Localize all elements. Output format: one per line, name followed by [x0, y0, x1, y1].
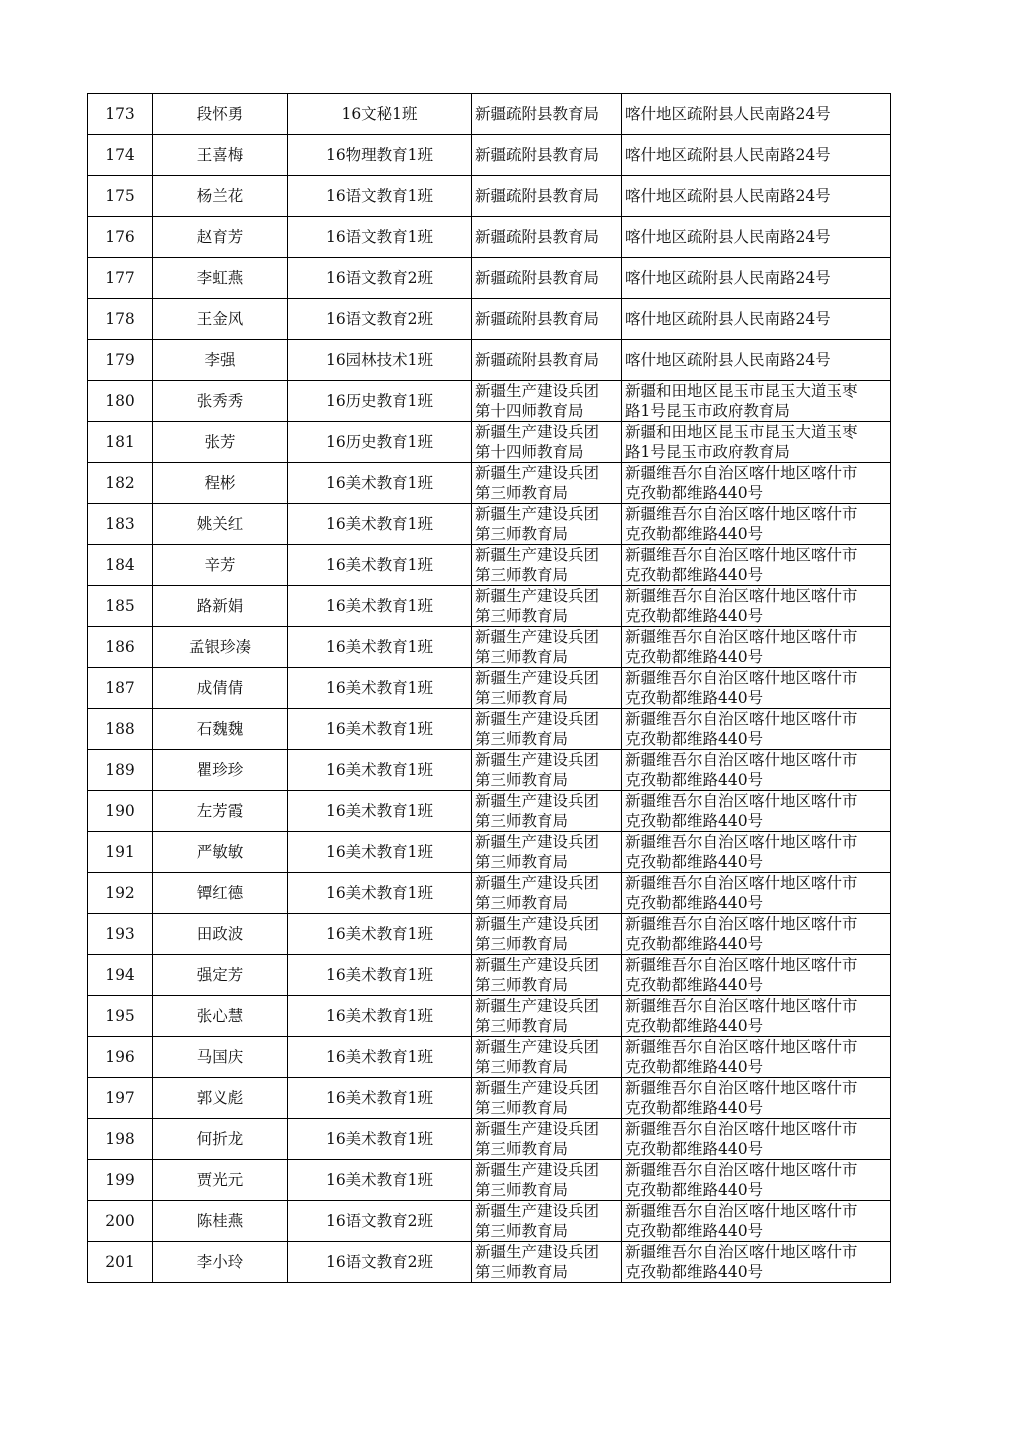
- name-cell: 陈桂燕: [153, 1201, 288, 1242]
- organization-cell: 新疆生产建设兵团 第三师教育局: [472, 996, 622, 1037]
- row-number-cell: 175: [88, 176, 153, 217]
- class-cell: 16美术教育1班: [288, 914, 472, 955]
- organization-cell: 新疆生产建设兵团 第三师教育局: [472, 1037, 622, 1078]
- address-cell: 新疆维吾尔自治区喀什地区喀什市 克孜勒都维路440号: [622, 955, 891, 996]
- organization-cell: 新疆疏附县教育局: [472, 340, 622, 381]
- class-cell: 16美术教育1班: [288, 627, 472, 668]
- table-row: [88, 545, 891, 586]
- table-row: [88, 1201, 891, 1242]
- name-cell: 贾光元: [153, 1160, 288, 1201]
- address-cell: 新疆维吾尔自治区喀什地区喀什市 克孜勒都维路440号: [622, 791, 891, 832]
- class-cell: 16语文教育2班: [288, 299, 472, 340]
- organization-cell: 新疆生产建设兵团 第三师教育局: [472, 545, 622, 586]
- class-cell: 16物理教育1班: [288, 135, 472, 176]
- class-cell: 16美术教育1班: [288, 545, 472, 586]
- table-row: [88, 1078, 891, 1119]
- address-cell: 喀什地区疏附县人民南路24号: [622, 340, 891, 381]
- organization-cell: 新疆生产建设兵团 第三师教育局: [472, 504, 622, 545]
- address-cell: 新疆维吾尔自治区喀什地区喀什市 克孜勒都维路440号: [622, 463, 891, 504]
- row-number-cell: 199: [88, 1160, 153, 1201]
- table-row: [88, 709, 891, 750]
- name-cell: 田政波: [153, 914, 288, 955]
- organization-cell: 新疆生产建设兵团 第三师教育局: [472, 914, 622, 955]
- organization-cell: 新疆疏附县教育局: [472, 299, 622, 340]
- table-row: [88, 94, 891, 135]
- address-cell: 新疆维吾尔自治区喀什地区喀什市 克孜勒都维路440号: [622, 668, 891, 709]
- class-cell: 16美术教育1班: [288, 504, 472, 545]
- row-number-cell: 178: [88, 299, 153, 340]
- organization-cell: 新疆生产建设兵团 第十四师教育局: [472, 381, 622, 422]
- roster-table: [87, 93, 891, 1283]
- class-cell: 16美术教育1班: [288, 955, 472, 996]
- row-number-cell: 188: [88, 709, 153, 750]
- address-cell: 新疆和田地区昆玉市昆玉大道玉枣 路1号昆玉市政府教育局: [622, 381, 891, 422]
- table-row: [88, 873, 891, 914]
- table-row: [88, 1160, 891, 1201]
- organization-cell: 新疆生产建设兵团 第三师教育局: [472, 586, 622, 627]
- row-number-cell: 196: [88, 1037, 153, 1078]
- address-cell: 新疆维吾尔自治区喀什地区喀什市 克孜勒都维路440号: [622, 1160, 891, 1201]
- class-cell: 16语文教育2班: [288, 1201, 472, 1242]
- row-number-cell: 180: [88, 381, 153, 422]
- class-cell: 16美术教育1班: [288, 873, 472, 914]
- class-cell: 16美术教育1班: [288, 791, 472, 832]
- address-cell: 新疆维吾尔自治区喀什地区喀什市 克孜勒都维路440号: [622, 1037, 891, 1078]
- organization-cell: 新疆生产建设兵团 第三师教育局: [472, 1119, 622, 1160]
- name-cell: 瞿珍珍: [153, 750, 288, 791]
- table-row: [88, 258, 891, 299]
- address-cell: 新疆维吾尔自治区喀什地区喀什市 克孜勒都维路440号: [622, 750, 891, 791]
- table-row: [88, 955, 891, 996]
- table-row: [88, 135, 891, 176]
- row-number-cell: 184: [88, 545, 153, 586]
- roster-table-body: [88, 94, 891, 1283]
- name-cell: 严敏敏: [153, 832, 288, 873]
- class-cell: 16美术教育1班: [288, 1160, 472, 1201]
- table-row: [88, 1119, 891, 1160]
- name-cell: 赵育芳: [153, 217, 288, 258]
- address-cell: 喀什地区疏附县人民南路24号: [622, 217, 891, 258]
- table-row: [88, 463, 891, 504]
- table-row: [88, 791, 891, 832]
- organization-cell: 新疆生产建设兵团 第三师教育局: [472, 1078, 622, 1119]
- class-cell: 16美术教育1班: [288, 1119, 472, 1160]
- name-cell: 张秀秀: [153, 381, 288, 422]
- class-cell: 16美术教育1班: [288, 1078, 472, 1119]
- row-number-cell: 195: [88, 996, 153, 1037]
- address-cell: 新疆维吾尔自治区喀什地区喀什市 克孜勒都维路440号: [622, 504, 891, 545]
- table-row: [88, 750, 891, 791]
- name-cell: 成倩倩: [153, 668, 288, 709]
- row-number-cell: 193: [88, 914, 153, 955]
- name-cell: 石魏魏: [153, 709, 288, 750]
- row-number-cell: 192: [88, 873, 153, 914]
- row-number-cell: 186: [88, 627, 153, 668]
- organization-cell: 新疆生产建设兵团 第三师教育局: [472, 627, 622, 668]
- name-cell: 张心慧: [153, 996, 288, 1037]
- class-cell: 16历史教育1班: [288, 381, 472, 422]
- row-number-cell: 177: [88, 258, 153, 299]
- address-cell: 新疆维吾尔自治区喀什地区喀什市 克孜勒都维路440号: [622, 996, 891, 1037]
- row-number-cell: 185: [88, 586, 153, 627]
- table-row: [88, 996, 891, 1037]
- name-cell: 段怀勇: [153, 94, 288, 135]
- name-cell: 镡红德: [153, 873, 288, 914]
- class-cell: 16美术教育1班: [288, 832, 472, 873]
- name-cell: 李小玲: [153, 1242, 288, 1283]
- row-number-cell: 190: [88, 791, 153, 832]
- row-number-cell: 179: [88, 340, 153, 381]
- name-cell: 强定芳: [153, 955, 288, 996]
- name-cell: 程彬: [153, 463, 288, 504]
- class-cell: 16语文教育1班: [288, 176, 472, 217]
- table-row: [88, 422, 891, 463]
- organization-cell: 新疆疏附县教育局: [472, 176, 622, 217]
- class-cell: 16美术教育1班: [288, 668, 472, 709]
- name-cell: 何折龙: [153, 1119, 288, 1160]
- organization-cell: 新疆生产建设兵团 第三师教育局: [472, 709, 622, 750]
- address-cell: 新疆维吾尔自治区喀什地区喀什市 克孜勒都维路440号: [622, 873, 891, 914]
- row-number-cell: 198: [88, 1119, 153, 1160]
- address-cell: 新疆维吾尔自治区喀什地区喀什市 克孜勒都维路440号: [622, 1242, 891, 1283]
- address-cell: 喀什地区疏附县人民南路24号: [622, 299, 891, 340]
- organization-cell: 新疆生产建设兵团 第三师教育局: [472, 1242, 622, 1283]
- row-number-cell: 182: [88, 463, 153, 504]
- organization-cell: 新疆生产建设兵团 第三师教育局: [472, 1201, 622, 1242]
- row-number-cell: 187: [88, 668, 153, 709]
- row-number-cell: 176: [88, 217, 153, 258]
- table-row: [88, 504, 891, 545]
- table-row: [88, 1037, 891, 1078]
- organization-cell: 新疆生产建设兵团 第三师教育局: [472, 463, 622, 504]
- address-cell: 新疆维吾尔自治区喀什地区喀什市 克孜勒都维路440号: [622, 586, 891, 627]
- row-number-cell: 201: [88, 1242, 153, 1283]
- table-row: [88, 176, 891, 217]
- class-cell: 16园林技术1班: [288, 340, 472, 381]
- address-cell: 喀什地区疏附县人民南路24号: [622, 258, 891, 299]
- address-cell: 新疆维吾尔自治区喀什地区喀什市 克孜勒都维路440号: [622, 1119, 891, 1160]
- organization-cell: 新疆生产建设兵团 第十四师教育局: [472, 422, 622, 463]
- row-number-cell: 194: [88, 955, 153, 996]
- table-row: [88, 217, 891, 258]
- address-cell: 喀什地区疏附县人民南路24号: [622, 135, 891, 176]
- row-number-cell: 181: [88, 422, 153, 463]
- row-number-cell: 189: [88, 750, 153, 791]
- row-number-cell: 191: [88, 832, 153, 873]
- organization-cell: 新疆疏附县教育局: [472, 135, 622, 176]
- organization-cell: 新疆生产建设兵团 第三师教育局: [472, 832, 622, 873]
- table-row: [88, 299, 891, 340]
- name-cell: 孟银珍凑: [153, 627, 288, 668]
- name-cell: 王喜梅: [153, 135, 288, 176]
- class-cell: 16语文教育2班: [288, 258, 472, 299]
- organization-cell: 新疆生产建设兵团 第三师教育局: [472, 955, 622, 996]
- class-cell: 16美术教育1班: [288, 750, 472, 791]
- table-row: [88, 586, 891, 627]
- name-cell: 李虹燕: [153, 258, 288, 299]
- row-number-cell: 183: [88, 504, 153, 545]
- organization-cell: 新疆生产建设兵团 第三师教育局: [472, 668, 622, 709]
- name-cell: 郭义彪: [153, 1078, 288, 1119]
- address-cell: 新疆维吾尔自治区喀什地区喀什市 克孜勒都维路440号: [622, 545, 891, 586]
- row-number-cell: 197: [88, 1078, 153, 1119]
- row-number-cell: 173: [88, 94, 153, 135]
- table-row: [88, 627, 891, 668]
- class-cell: 16美术教育1班: [288, 586, 472, 627]
- organization-cell: 新疆疏附县教育局: [472, 258, 622, 299]
- name-cell: 辛芳: [153, 545, 288, 586]
- name-cell: 姚关红: [153, 504, 288, 545]
- table-row: [88, 1242, 891, 1283]
- class-cell: 16美术教育1班: [288, 996, 472, 1037]
- organization-cell: 新疆生产建设兵团 第三师教育局: [472, 750, 622, 791]
- class-cell: 16历史教育1班: [288, 422, 472, 463]
- table-row: [88, 914, 891, 955]
- name-cell: 王金风: [153, 299, 288, 340]
- address-cell: 新疆维吾尔自治区喀什地区喀什市 克孜勒都维路440号: [622, 914, 891, 955]
- class-cell: 16文秘1班: [288, 94, 472, 135]
- name-cell: 李强: [153, 340, 288, 381]
- address-cell: 新疆维吾尔自治区喀什地区喀什市 克孜勒都维路440号: [622, 709, 891, 750]
- address-cell: 新疆维吾尔自治区喀什地区喀什市 克孜勒都维路440号: [622, 627, 891, 668]
- table-row: [88, 381, 891, 422]
- row-number-cell: 200: [88, 1201, 153, 1242]
- organization-cell: 新疆疏附县教育局: [472, 217, 622, 258]
- name-cell: 左芳霞: [153, 791, 288, 832]
- class-cell: 16语文教育2班: [288, 1242, 472, 1283]
- organization-cell: 新疆生产建设兵团 第三师教育局: [472, 791, 622, 832]
- organization-cell: 新疆生产建设兵团 第三师教育局: [472, 1160, 622, 1201]
- class-cell: 16美术教育1班: [288, 1037, 472, 1078]
- organization-cell: 新疆疏附县教育局: [472, 94, 622, 135]
- class-cell: 16美术教育1班: [288, 463, 472, 504]
- address-cell: 新疆维吾尔自治区喀什地区喀什市 克孜勒都维路440号: [622, 1201, 891, 1242]
- name-cell: 张芳: [153, 422, 288, 463]
- address-cell: 喀什地区疏附县人民南路24号: [622, 94, 891, 135]
- address-cell: 喀什地区疏附县人民南路24号: [622, 176, 891, 217]
- name-cell: 路新娟: [153, 586, 288, 627]
- name-cell: 杨兰花: [153, 176, 288, 217]
- address-cell: 新疆维吾尔自治区喀什地区喀什市 克孜勒都维路440号: [622, 832, 891, 873]
- name-cell: 马国庆: [153, 1037, 288, 1078]
- organization-cell: 新疆生产建设兵团 第三师教育局: [472, 873, 622, 914]
- address-cell: 新疆维吾尔自治区喀什地区喀什市 克孜勒都维路440号: [622, 1078, 891, 1119]
- address-cell: 新疆和田地区昆玉市昆玉大道玉枣 路1号昆玉市政府教育局: [622, 422, 891, 463]
- table-row: [88, 832, 891, 873]
- row-number-cell: 174: [88, 135, 153, 176]
- table-row: [88, 340, 891, 381]
- class-cell: 16美术教育1班: [288, 709, 472, 750]
- table-row: [88, 668, 891, 709]
- class-cell: 16语文教育1班: [288, 217, 472, 258]
